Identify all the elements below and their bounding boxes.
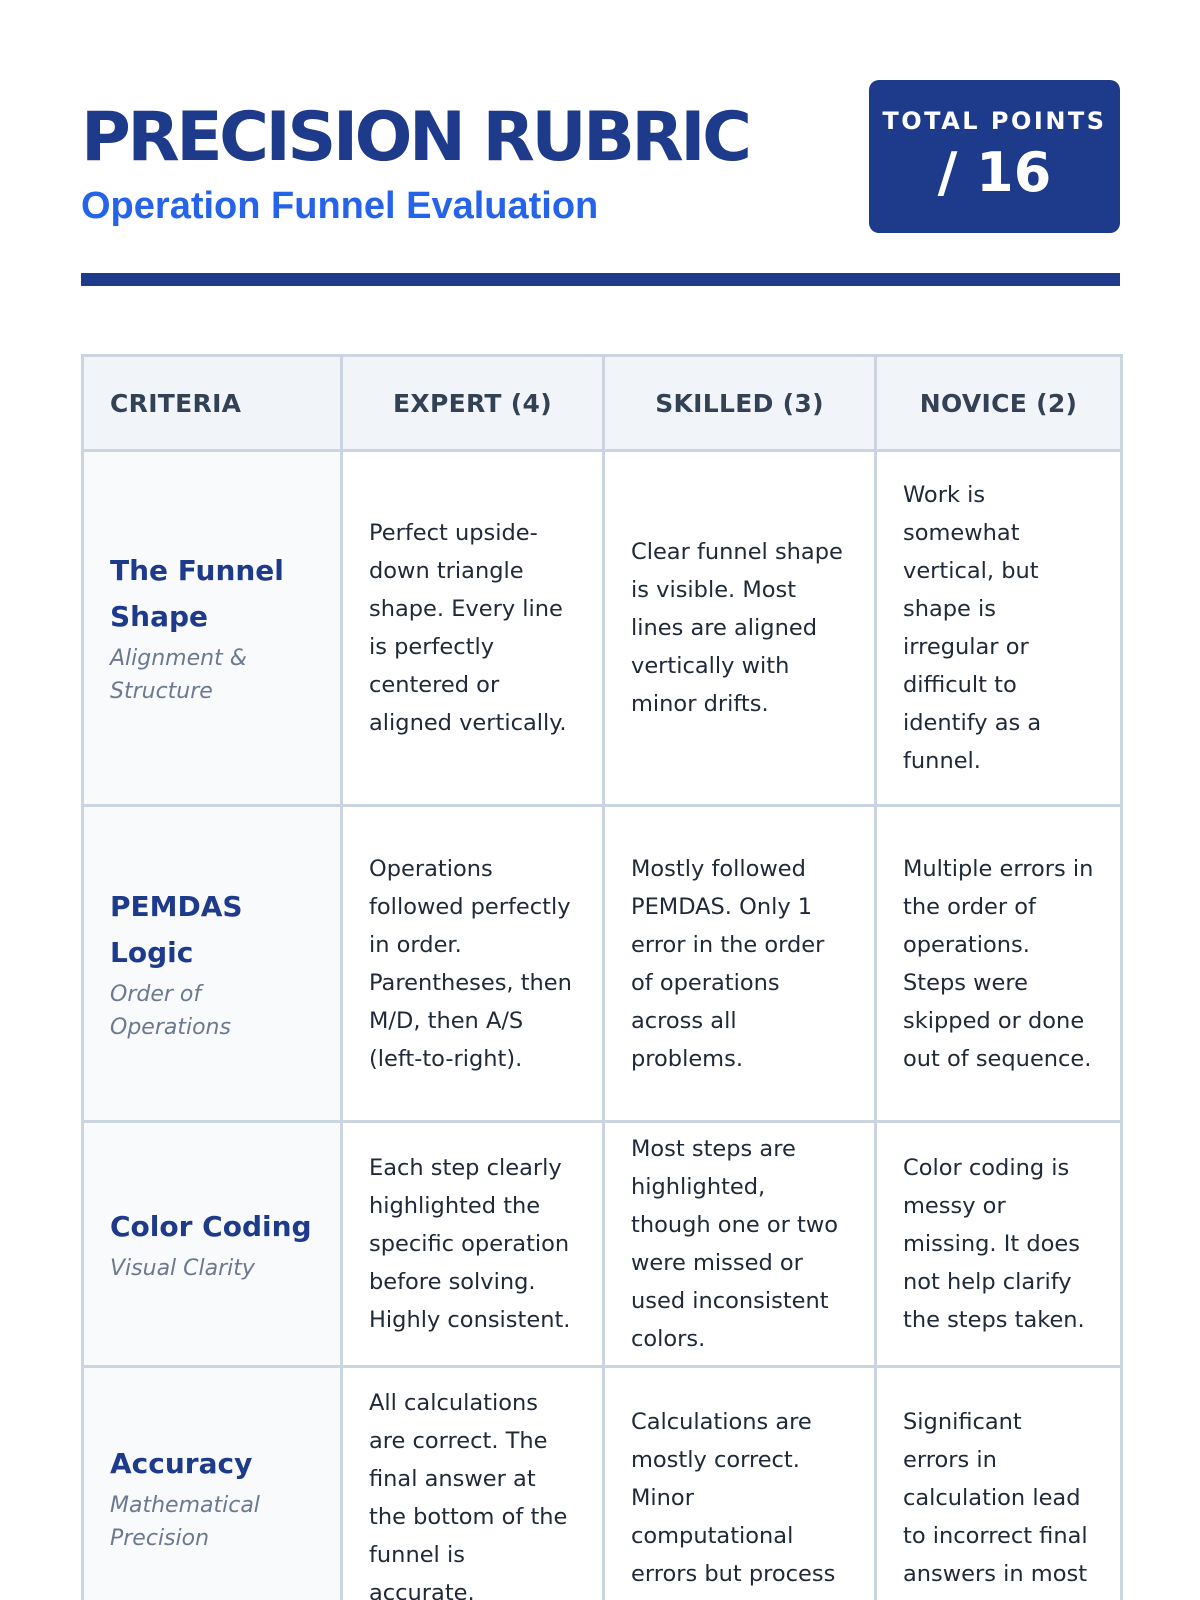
criteria-name: Accuracy: [110, 1447, 253, 1480]
criteria-cell: [83, 451, 342, 806]
column-header-criteria: CRITERIA: [83, 356, 342, 451]
novice-description: Multiple errors in the order of operations. Steps were skipped or done out of sequence.: [876, 806, 1122, 1122]
criteria-subtitle: Mathematical Precision: [110, 1493, 260, 1551]
criteria-cell: [83, 1122, 342, 1367]
criteria-name: PEMDAS Logic: [110, 889, 243, 969]
novice-description: Color coding is messy or missing. It does not help clarify the steps taken.: [876, 1122, 1122, 1367]
expert-description: Perfect upside-down triangle shape. Every line is perfectly centered or aligned vertically.: [342, 451, 604, 806]
criteria-cell: [83, 1367, 342, 1600]
expert-description: Each step clearly highlighted the specific operation before solving. Highly consistent.: [342, 1122, 604, 1367]
criteria-subtitle: Alignment & Structure: [110, 646, 247, 704]
criteria-subtitle: Order of Operations: [110, 981, 231, 1040]
criteria-name: The Funnel Shape: [110, 554, 284, 633]
total-points-value: / 16: [937, 141, 1052, 204]
total-points-badge: [869, 80, 1120, 233]
column-header-skilled: SKILLED (3): [604, 356, 876, 451]
skilled-description: Mostly followed PEMDAS. Only 1 error in the order of operations across all problems.: [604, 806, 876, 1122]
rubric-table: [81, 354, 1123, 1600]
column-header-novice: NOVICE (2): [876, 356, 1122, 451]
table-row: [83, 451, 1122, 806]
header: [81, 80, 1120, 230]
table-row: [83, 1367, 1122, 1600]
expert-description: All calculations are correct. The final answer at the bottom of the funnel is accurate.: [342, 1367, 604, 1600]
table-row: [83, 806, 1122, 1122]
novice-description: Significant errors in calculation lead to incorrect final answers in most: [876, 1367, 1122, 1600]
skilled-description: Clear funnel shape is visible. Most lines are aligned vertically with minor drifts.: [604, 451, 876, 806]
expert-description: Operations followed perfectly in order. Parentheses, then M/D, then A/S (left-to-right).: [342, 806, 604, 1122]
table-header-row: [83, 356, 1122, 451]
header-divider: [81, 273, 1120, 286]
criteria-name: Color Coding: [110, 1209, 312, 1243]
page-subtitle: Operation Funnel Evaluation: [81, 185, 599, 227]
novice-description: Work is somewhat vertical, but shape is irregular or difficult to identify as a funnel.: [876, 451, 1122, 806]
column-header-expert: EXPERT (4): [342, 356, 604, 451]
criteria-cell: [83, 806, 342, 1122]
skilled-description: Most steps are highlighted, though one or two were missed or used inconsistent colors.: [604, 1122, 876, 1367]
total-points-label: TOTAL POINTS: [882, 107, 1107, 135]
skilled-description: Calculations are mostly correct. Minor computational errors but process: [604, 1367, 876, 1600]
page-title: PRECISION RUBRIC: [81, 98, 749, 177]
rubric-page: [81, 0, 1120, 1600]
table-row: [83, 1122, 1122, 1367]
criteria-subtitle: Visual Clarity: [110, 1255, 255, 1281]
